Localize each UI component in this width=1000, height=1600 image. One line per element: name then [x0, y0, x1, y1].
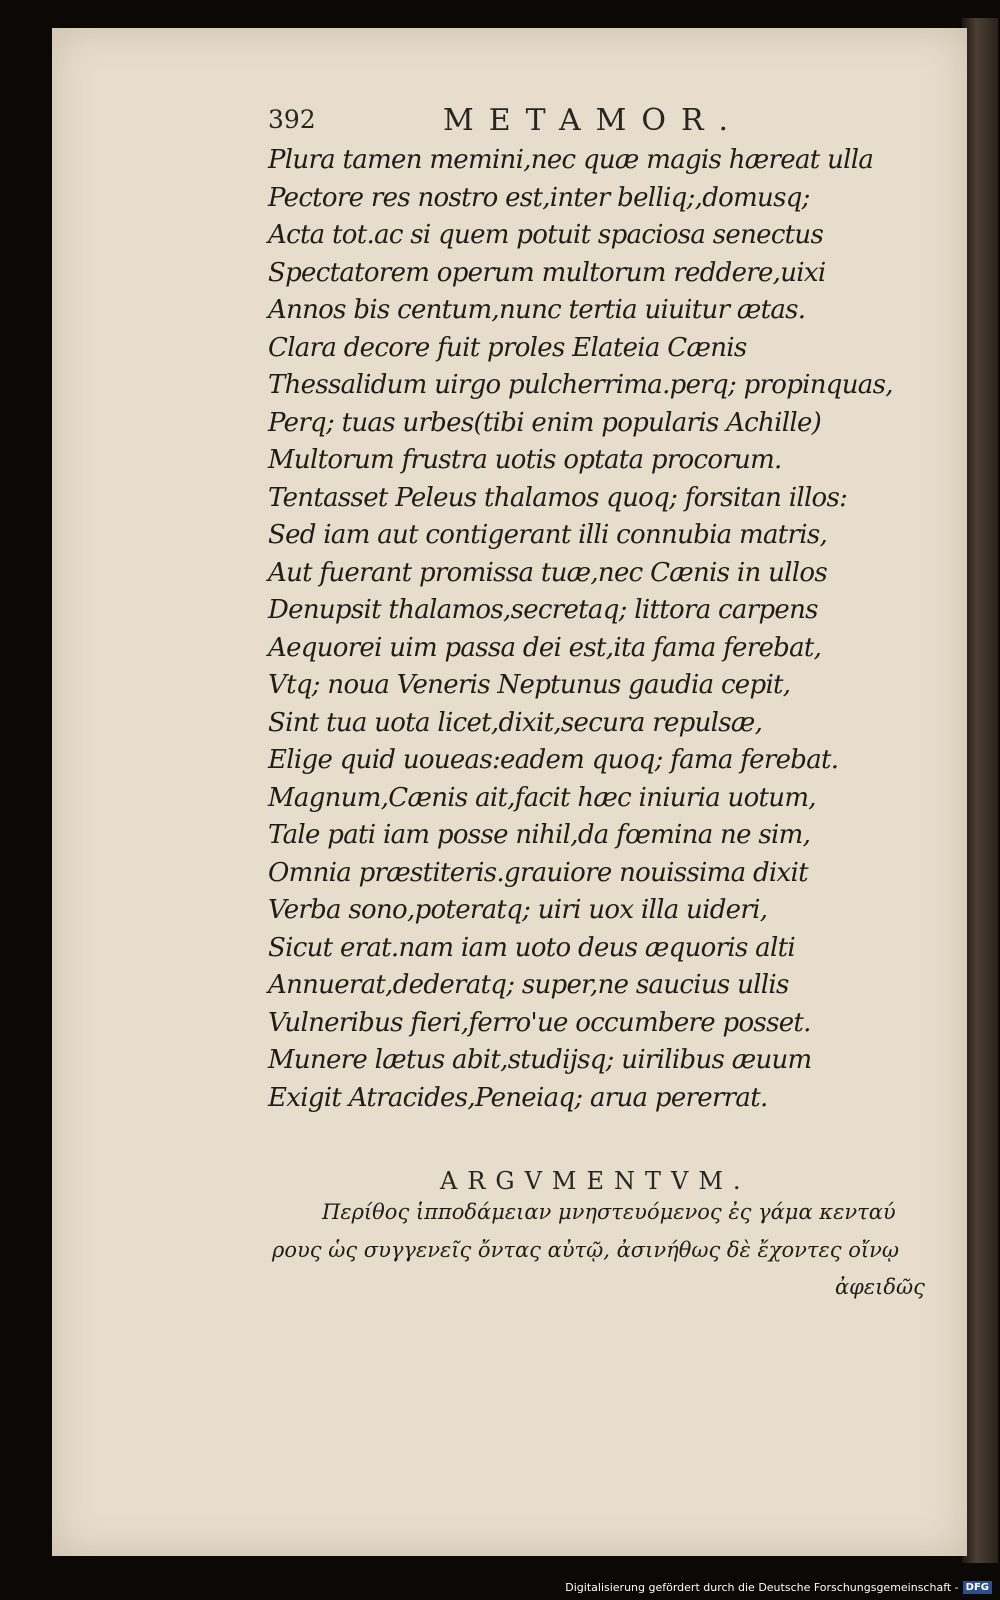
dfg-logo: DFG [963, 1581, 992, 1594]
verse-line: Sicut erat.nam iam uoto deus æquoris alti [268, 932, 795, 963]
page-header [268, 103, 788, 143]
page-number: 392 [268, 105, 316, 134]
verse-block [268, 142, 928, 1117]
verse-line: Aut fuerant promissa tuæ,nec Cænis in ullos [268, 557, 827, 588]
verse-line: Aequorei uim passa dei est,ita fama ferebat, [268, 632, 822, 663]
verse-line: Perq; tuas urbes(tibi enim popularis Achille) [268, 407, 822, 438]
verse-line: Tentasset Peleus thalamos quoq; forsitan illos: [268, 482, 848, 513]
verse-line: Vulneribus fieri,ferro'ue occumbere posset. [268, 1007, 811, 1038]
greek-argument-line: Περίθος ἱπποδάμειαν μνηστευόμενος ἐς γάμα κενταύ [322, 1200, 896, 1224]
verse-line: Tale pati iam posse nihil,da fœmina ne sim, [268, 820, 811, 850]
verse-line: Sint tua uota licet,dixit,secura repulsæ, [268, 707, 763, 738]
greek-argument-line: ἀφειδῶς [835, 1275, 925, 1299]
verse-line: Munere lætus abit,studijsq; uirilibus æuum [268, 1045, 812, 1075]
verse-line: Denupsit thalamos,secretaq; littora carpens [268, 595, 818, 625]
verse-line: Clara decore fuit proles Elateia Cænis [268, 332, 747, 363]
verse-line: Spectatorem operum multorum reddere,uixi [268, 257, 826, 288]
verse-line: Elige quid uoueas:eadem quoq; fama ferebat. [268, 745, 839, 775]
verse-line: Pectore res nostro est,inter belliq;,domusq; [268, 182, 810, 213]
verse-line: Exigit Atracides,Peneiaq; arua pererrat. [268, 1082, 768, 1113]
running-title: METAMOR. [443, 103, 744, 138]
verse-line: Plura tamen memini,nec quæ magis hæreat ulla [268, 145, 874, 175]
verse-line: Thessalidum uirgo pulcherrima.perq; propinquas, [268, 370, 893, 400]
argument-heading: ARGVMENTVM. [440, 1167, 751, 1195]
verse-line: Magnum,Cænis ait,facit hæc iniuria uotum, [268, 782, 816, 813]
digitization-credit [565, 1579, 992, 1595]
page-edge [962, 18, 998, 1563]
credit-text: Digitalisierung gefördert durch die Deutsche Forschungsgemeinschaft - [565, 1580, 959, 1594]
verse-line: Annos bis centum,nunc tertia uiuitur ætas. [268, 295, 806, 325]
verse-line: Acta tot.ac si quem potuit spaciosa senectus [268, 220, 824, 250]
greek-argument-line: ρους ὡς συγγενεῖς ὄντας αὐτῷ, ἀσινήθως δὲ ἔχοντες οἴνῳ [272, 1238, 899, 1262]
verse-line: Omnia præstiteris.grauiore nouissima dixit [268, 857, 808, 888]
verse-line: Sed iam aut contigerant illi connubia matris, [268, 520, 828, 550]
verse-line: Annuerat,dederatq; super,ne saucius ullis [268, 970, 789, 1000]
verse-line: Multorum frustra uotis optata procorum. [268, 445, 782, 475]
verse-line: Vtq; noua Veneris Neptunus gaudia cepit, [268, 670, 791, 700]
verse-line: Verba sono,poteratq; uiri uox illa uideri, [268, 895, 768, 925]
